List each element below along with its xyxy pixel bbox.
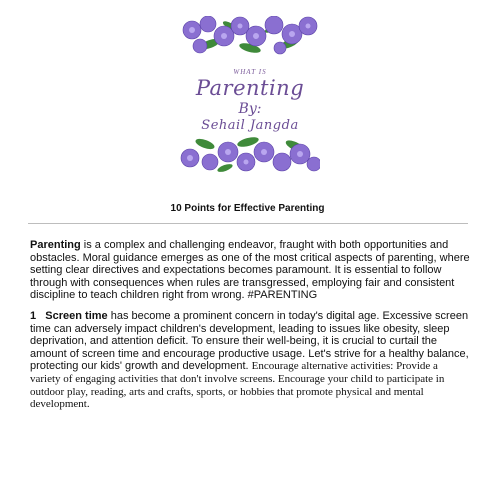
intro-text: is a complex and challenging endeavor, fraught with both opportunities and obstacles. Moral guidance emerges as one of the most critical aspects of parenting, where setting clear directives and expectations becomes paramount. It is essential to follow through with consequences when rules are transgressed, employing fair and consistent discipline to teach children right from wrong. #PARENTING xyxy=(30,239,470,302)
intro-paragraph xyxy=(30,239,470,302)
point-1-number: 1 xyxy=(30,310,37,322)
book-cover-image xyxy=(180,16,320,176)
cover-by: By: xyxy=(238,101,262,117)
point-1-serif-text: Encourage alternative activities: Provide a variety of engaging activities that don't involve screens. Encourage your child to participate in outdoor play, reading, arts and crafts, sports, or hobbies that promote physical and mental development. xyxy=(30,360,445,411)
intro-lead: Parenting xyxy=(30,239,81,251)
document-title: 10 Points for Effective Parenting xyxy=(170,203,325,214)
cover-small-heading: WHAT IS xyxy=(233,68,267,76)
cover-author: Sehail Jangda xyxy=(201,118,299,133)
purple-flowers-top xyxy=(180,16,320,56)
purple-flowers-bottom xyxy=(180,134,320,174)
point-1-paragraph xyxy=(30,310,470,411)
divider xyxy=(28,223,468,224)
point-1-heading: Screen time xyxy=(45,310,108,322)
cover-title: Parenting xyxy=(195,76,305,100)
point-1-text: has become a prominent concern in today's digital age. Excessive screen time can adversely impact children's development, leading to issues like obesity, sleep deprivation, and attention deficit. To ensure their well-being, it is crucial to curtail the amount of screen time and encourage productive usage. Let's strive for a healthy balance, protecting our kids' growth and development. xyxy=(30,310,469,373)
